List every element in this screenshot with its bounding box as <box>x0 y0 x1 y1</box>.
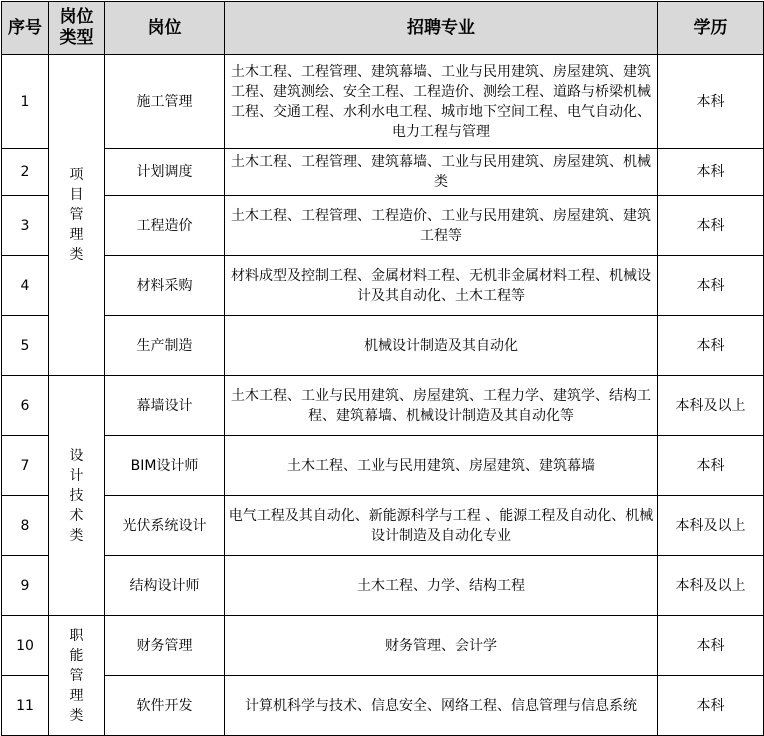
row-position: 财务管理 <box>105 616 225 676</box>
header-index: 序号 <box>2 2 49 55</box>
row-major: 财务管理、会计学 <box>225 616 658 676</box>
table-row <box>2 376 764 436</box>
row-index: 6 <box>2 376 49 436</box>
row-education: 本科及以上 <box>658 556 764 616</box>
row-index: 11 <box>2 676 49 736</box>
row-position: 工程造价 <box>105 196 225 256</box>
row-position: 计划调度 <box>105 149 225 196</box>
row-index: 5 <box>2 316 49 376</box>
row-major: 土木工程、工业与民用建筑、房屋建筑、建筑幕墙 <box>225 436 658 496</box>
row-education: 本科 <box>658 616 764 676</box>
row-education: 本科 <box>658 196 764 256</box>
table-row <box>2 436 764 496</box>
table-row <box>2 316 764 376</box>
row-index: 7 <box>2 436 49 496</box>
row-position: 光伏系统设计 <box>105 496 225 556</box>
row-position: 材料采购 <box>105 256 225 316</box>
row-education: 本科及以上 <box>658 496 764 556</box>
header-education: 学历 <box>658 2 764 55</box>
table-row <box>2 256 764 316</box>
row-major: 土木工程、工业与民用建筑、房屋建筑、工程力学、建筑学、结构工程、建筑幕墙、机械设计制造及其自动化等 <box>225 376 658 436</box>
row-position: 软件开发 <box>105 676 225 736</box>
row-index: 2 <box>2 149 49 196</box>
table-row <box>2 556 764 616</box>
recruitment-table <box>1 1 764 736</box>
header-category <box>49 2 105 55</box>
row-index: 1 <box>2 55 49 149</box>
category-label: 设计技术类 <box>69 447 84 544</box>
header-position: 岗位 <box>105 2 225 55</box>
row-major: 电气工程及其自动化、新能源科学与工程 、能源工程及自动化、机械设计制造及自动化专业 <box>225 496 658 556</box>
header-category-label: 岗位类型 <box>59 7 94 48</box>
row-position: BIM设计师 <box>105 436 225 496</box>
row-major: 材料成型及控制工程、金属材料工程、无机非金属材料工程、机械设计及其自动化、土木工程等 <box>225 256 658 316</box>
row-index: 9 <box>2 556 49 616</box>
row-position: 结构设计师 <box>105 556 225 616</box>
row-index: 8 <box>2 496 49 556</box>
category-cell <box>49 616 105 736</box>
row-education: 本科 <box>658 676 764 736</box>
row-major: 土木工程、工程管理、建筑幕墙、工业与民用建筑、房屋建筑、建筑工程、建筑测绘、安全工程、工程造价、测绘工程、道路与桥梁机械工程、交通工程、水利水电工程、城市地下空间工程、电气自动化、电力工程与管理 <box>225 55 658 149</box>
row-education: 本科 <box>658 436 764 496</box>
category-cell <box>49 376 105 616</box>
row-position: 施工管理 <box>105 55 225 149</box>
header-major: 招聘专业 <box>225 2 658 55</box>
row-index: 3 <box>2 196 49 256</box>
row-position: 生产制造 <box>105 316 225 376</box>
table-row <box>2 496 764 556</box>
header-row <box>2 2 764 55</box>
row-position: 幕墙设计 <box>105 376 225 436</box>
row-major: 土木工程、工程管理、工程造价、工业与民用建筑、房屋建筑、建筑工程等 <box>225 196 658 256</box>
table-row <box>2 196 764 256</box>
table-row <box>2 616 764 676</box>
table-row <box>2 676 764 736</box>
row-index: 10 <box>2 616 49 676</box>
table-row <box>2 149 764 196</box>
row-education: 本科 <box>658 149 764 196</box>
row-major: 机械设计制造及其自动化 <box>225 316 658 376</box>
row-education: 本科 <box>658 256 764 316</box>
category-label: 职能管理类 <box>69 627 84 724</box>
category-cell <box>49 55 105 376</box>
row-major: 土木工程、力学、结构工程 <box>225 556 658 616</box>
row-index: 4 <box>2 256 49 316</box>
row-education: 本科 <box>658 316 764 376</box>
row-major: 计算机科学与技术、信息安全、网络工程、信息管理与信息系统 <box>225 676 658 736</box>
table-row <box>2 55 764 149</box>
category-label: 项目管理类 <box>69 167 84 263</box>
row-major: 土木工程、工程管理、建筑幕墙、工业与民用建筑、房屋建筑、机械类 <box>225 149 658 196</box>
row-education: 本科 <box>658 55 764 149</box>
row-education: 本科及以上 <box>658 376 764 436</box>
